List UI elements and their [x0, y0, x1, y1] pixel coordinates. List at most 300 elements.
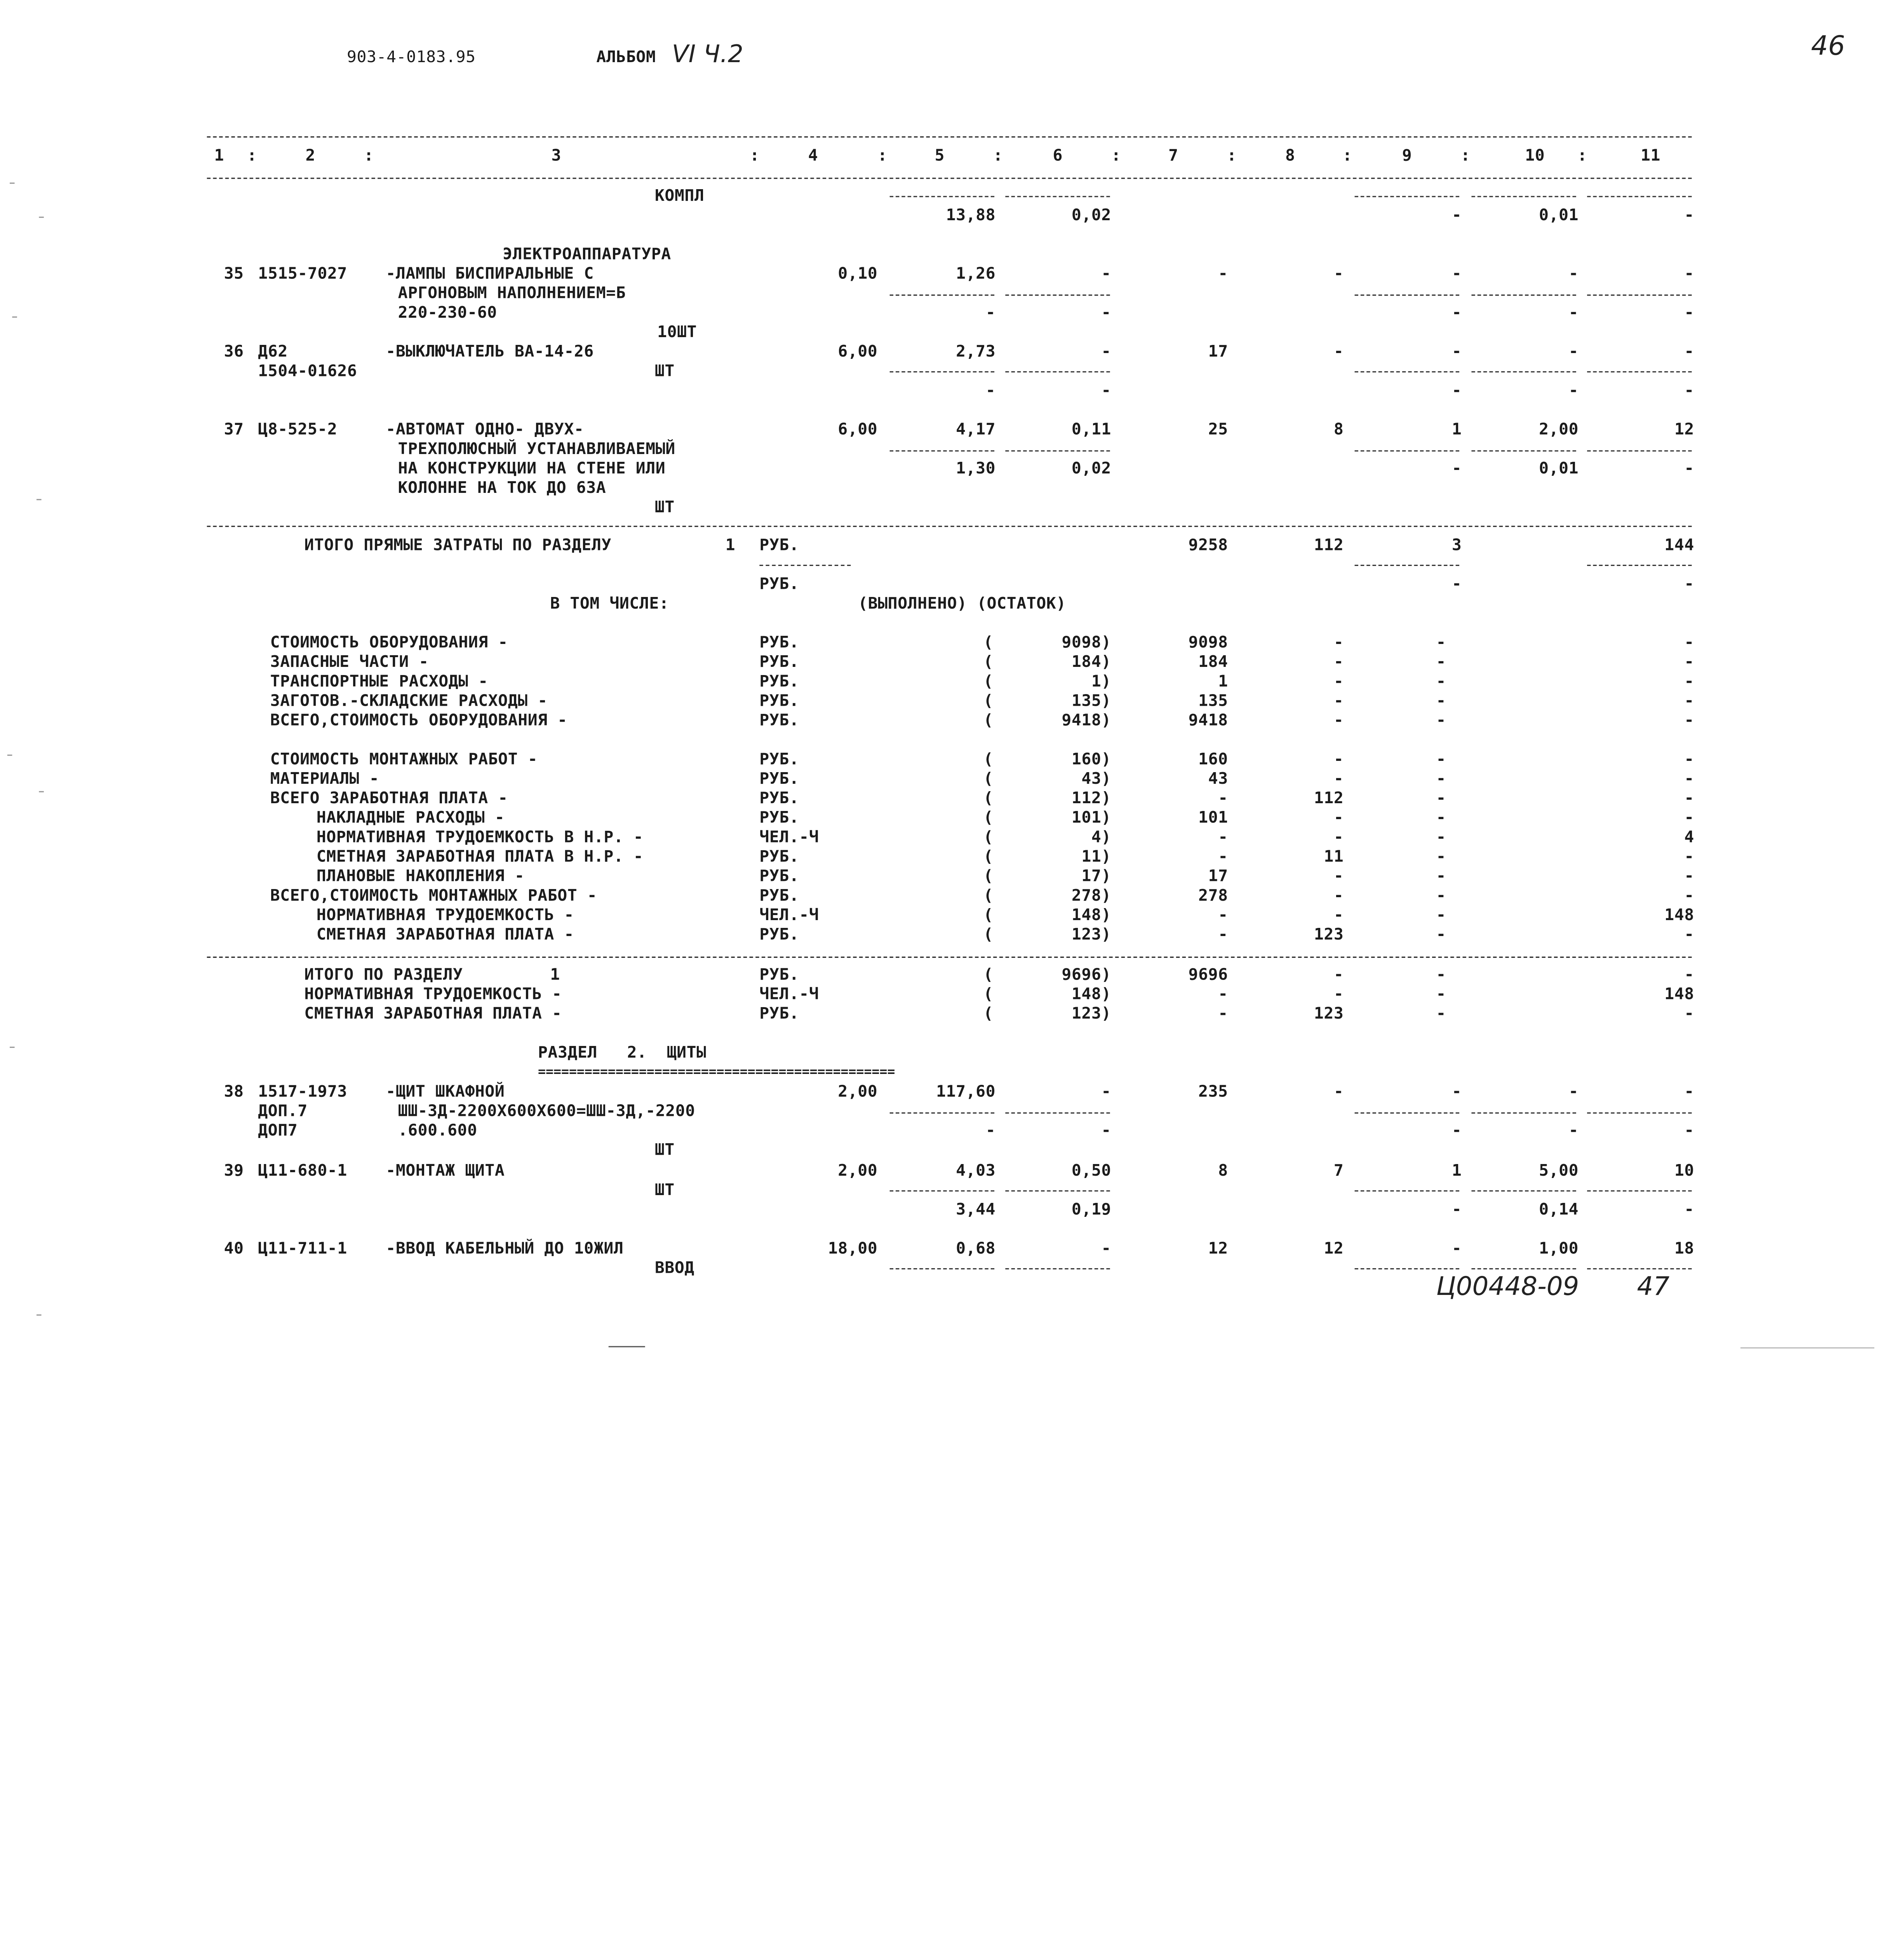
section-total-c11: -	[1684, 966, 1694, 985]
subtotal-dash	[1587, 294, 1692, 296]
subtotal-dash	[1587, 1268, 1692, 1269]
section-total-label: ИТОГО ПО РАЗДЕЛУ	[304, 966, 463, 985]
section-total-c9: -	[1436, 986, 1446, 1004]
vypolneno-ostatok: (ВЫПОЛНЕНО) (ОСТАТОК)	[858, 595, 1066, 614]
subtotal-dash	[890, 371, 994, 372]
cell-c11: -	[1684, 1201, 1694, 1220]
cell-c6: -	[1101, 1083, 1111, 1102]
breakdown-c9: -	[1436, 692, 1446, 711]
paren-open: (	[983, 986, 994, 1004]
breakdown-done: 1)	[1091, 673, 1111, 691]
breakdown-unit: РУБ.	[759, 634, 799, 653]
section-total-done: 148)	[1071, 986, 1111, 1004]
breakdown-label: НОРМАТИВНАЯ ТРУДОЕМКОСТЬ -	[316, 907, 574, 925]
subtotal-dash	[1005, 1190, 1110, 1192]
subtotal-dash	[1355, 294, 1459, 296]
row-unit: ШТ	[654, 1142, 675, 1160]
album-handwritten: VI Ч.2	[672, 39, 743, 68]
cell-c7: 12	[1208, 1240, 1228, 1259]
cell-c8: 12	[1324, 1240, 1344, 1259]
subtotal-dash	[1587, 565, 1692, 566]
breakdown-c7: 135	[1198, 692, 1228, 711]
column-separator: :	[993, 147, 1003, 166]
cell-c10: -	[1568, 265, 1579, 284]
breakdown-c7: 1	[1218, 673, 1228, 691]
cell-c4: 6,00	[838, 343, 878, 362]
paren-open: (	[983, 751, 994, 769]
scan-speck	[39, 791, 44, 793]
breakdown-unit: ЧЕЛ.-Ч	[759, 907, 819, 925]
cell-c6: 0,02	[1071, 460, 1111, 479]
column-header-2: 2	[305, 147, 316, 166]
column-separator: :	[877, 147, 888, 166]
subtotal-dash	[1471, 196, 1576, 197]
breakdown-c11: -	[1684, 712, 1694, 731]
cell-c9: -	[1451, 460, 1462, 479]
subtotal-dash	[1471, 1268, 1576, 1269]
breakdown-unit: РУБ.	[759, 653, 799, 672]
subtotal-dash	[890, 1190, 994, 1192]
breakdown-label: СТОИМОСТЬ МОНТАЖНЫХ РАБОТ -	[270, 751, 538, 769]
breakdown-c11: -	[1684, 790, 1694, 808]
subtotal-dash	[1355, 1268, 1459, 1269]
breakdown-c8: -	[1333, 751, 1344, 769]
itogo-unit: РУБ.	[759, 536, 799, 555]
breakdown-c7: 101	[1198, 809, 1228, 828]
cell-c11: 18	[1674, 1240, 1694, 1259]
itogo-c11: 144	[1664, 536, 1694, 555]
paren-open: (	[983, 887, 994, 906]
breakdown-done: 160)	[1071, 751, 1111, 769]
breakdown-label: СМЕТНАЯ ЗАРАБОТНАЯ ПЛАТА -	[316, 926, 574, 945]
subtotal-dash	[1355, 196, 1459, 197]
cell-c9: -	[1451, 1201, 1462, 1220]
scan-speck	[7, 755, 12, 756]
row-code: Д62	[258, 343, 288, 362]
column-header-4: 4	[808, 147, 818, 166]
cell-c9: -	[1451, 304, 1462, 323]
breakdown-c7: -	[1218, 926, 1228, 945]
paren-open: (	[983, 926, 994, 945]
subtotal-dash	[1587, 371, 1692, 372]
subtotal-dash	[1471, 294, 1576, 296]
column-header-6: 6	[1053, 147, 1063, 166]
itogo-unit-2: РУБ.	[759, 576, 799, 594]
breakdown-c9: -	[1436, 809, 1446, 828]
paren-open: (	[983, 653, 994, 672]
breakdown-c8: 123	[1314, 926, 1344, 945]
subtotal-dash	[1355, 450, 1459, 451]
header-rule-bottom	[207, 177, 1692, 179]
breakdown-label: ЗАГОТОВ.-СКЛАДСКИЕ РАСХОДЫ -	[270, 692, 548, 711]
column-separator: :	[1111, 147, 1121, 166]
breakdown-c9: -	[1436, 926, 1446, 945]
row-description: -ЩИТ ШКАФНОЙ	[386, 1083, 505, 1102]
breakdown-c11: -	[1684, 926, 1694, 945]
row-description: НА КОНСТРУКЦИИ НА СТЕНЕ ИЛИ	[398, 460, 666, 479]
row-unit: КОМПЛ	[654, 187, 705, 206]
breakdown-c11: -	[1684, 634, 1694, 653]
cell-c11: -	[1684, 1083, 1694, 1102]
section-total-c7: -	[1218, 1005, 1228, 1024]
breakdown-c8: -	[1333, 692, 1344, 711]
breakdown-unit: РУБ.	[759, 848, 799, 867]
subtotal-dash	[1005, 196, 1110, 197]
stamp-handwritten: Ц00448-09	[1436, 1272, 1579, 1301]
row-number: 39	[224, 1162, 244, 1181]
cell-c9: -	[1451, 207, 1462, 225]
section-total-unit: РУБ.	[759, 1005, 799, 1024]
cell-c5: 0,68	[956, 1240, 996, 1259]
cell-c8: 7	[1333, 1162, 1344, 1181]
cell-c4: 2,00	[838, 1083, 878, 1102]
cell-c8: 8	[1333, 421, 1344, 440]
paren-open: (	[983, 770, 994, 789]
row-code: Ц11-680-1	[258, 1162, 347, 1181]
cell-c9: 1	[1451, 421, 1462, 440]
section-total-c9: -	[1436, 1005, 1446, 1024]
breakdown-c7: 184	[1198, 653, 1228, 672]
column-separator: :	[247, 147, 257, 166]
cell-c7: 235	[1198, 1083, 1228, 1102]
column-separator: :	[750, 147, 760, 166]
paren-open: (	[983, 966, 994, 985]
row-description: АРГОНОВЫМ НАПОЛНЕНИЕМ=Б	[398, 285, 626, 303]
doc-number: 903-4-0183.95	[347, 49, 476, 67]
cell-c6: 0,19	[1071, 1201, 1111, 1220]
cell-c9: -	[1451, 343, 1462, 362]
cell-c6: -	[1101, 343, 1111, 362]
breakdown-done: 9098)	[1062, 634, 1111, 653]
breakdown-c9: -	[1436, 907, 1446, 925]
subtotal-dash	[1355, 1112, 1459, 1114]
breakdown-done: 148)	[1071, 907, 1111, 925]
row-code: Ц8-525-2	[258, 421, 338, 440]
row-code: 1504-01626	[258, 362, 357, 381]
cell-c4: 6,00	[838, 421, 878, 440]
scan-speck	[609, 1346, 645, 1348]
breakdown-unit: ЧЕЛ.-Ч	[759, 828, 819, 847]
breakdown-c11: 4	[1684, 828, 1694, 847]
breakdown-c7: 9418	[1188, 712, 1228, 731]
column-header-9: 9	[1402, 147, 1412, 166]
breakdown-label: ВСЕГО,СТОИМОСТЬ ОБОРУДОВАНИЯ -	[270, 712, 567, 731]
scan-speck	[39, 217, 44, 218]
subtotal-dash	[1587, 196, 1692, 197]
scan-speck	[10, 1047, 15, 1048]
breakdown-done: 43)	[1081, 770, 1111, 789]
column-header-11: 11	[1640, 147, 1660, 166]
row-description: КОЛОННЕ НА ТОК ДО 63А	[398, 479, 606, 498]
section-2-title: РАЗДЕЛ 2. ЩИТЫ	[538, 1044, 707, 1063]
section-total-label: СМЕТНАЯ ЗАРАБОТНАЯ ПЛАТА -	[304, 1005, 562, 1024]
breakdown-done: 101)	[1071, 809, 1111, 828]
row-number: 38	[224, 1083, 244, 1102]
breakdown-c7: -	[1218, 907, 1228, 925]
cell-c11: -	[1684, 207, 1694, 225]
section-total-c11: -	[1684, 1005, 1694, 1024]
section-title: ЭЛЕКТРОАППАРАТУРА	[503, 245, 671, 264]
cell-c6: 0,11	[1071, 421, 1111, 440]
breakdown-c8: -	[1333, 673, 1344, 691]
cell-c6: 0,02	[1071, 207, 1111, 225]
cell-c9: 1	[1451, 1162, 1462, 1181]
column-header-10: 10	[1525, 147, 1545, 166]
cell-c10: 0,01	[1539, 207, 1579, 225]
section-rule	[207, 957, 1692, 958]
cell-c7: 17	[1208, 343, 1228, 362]
breakdown-c8: -	[1333, 770, 1344, 789]
column-separator: :	[1342, 147, 1352, 166]
page-number-handwritten: 46	[1811, 31, 1845, 62]
cell-c4: 2,00	[838, 1162, 878, 1181]
breakdown-unit: РУБ.	[759, 809, 799, 828]
column-header-8: 8	[1285, 147, 1295, 166]
cell-c10: 2,00	[1539, 421, 1579, 440]
breakdown-unit: РУБ.	[759, 770, 799, 789]
breakdown-c9: -	[1436, 770, 1446, 789]
breakdown-c8: 11	[1324, 848, 1344, 867]
subtotal-dash	[1471, 1190, 1576, 1192]
subtotal-dash	[1471, 371, 1576, 372]
subtotal-dash	[1005, 294, 1110, 296]
breakdown-c9: -	[1436, 790, 1446, 808]
section-total-c11: 148	[1664, 986, 1694, 1004]
cell-c6: -	[1101, 304, 1111, 323]
paren-open: (	[983, 790, 994, 808]
cell-c11: -	[1684, 460, 1694, 479]
row-description: ШШ-3Д-2200Х600Х600=ШШ-3Д,-2200	[398, 1102, 695, 1121]
row-code: ДОП7	[258, 1122, 298, 1141]
itogo-c7: 9258	[1188, 536, 1228, 555]
cell-c5: 2,73	[956, 343, 996, 362]
cell-c6: -	[1101, 1122, 1111, 1141]
breakdown-done: 112)	[1071, 790, 1111, 808]
subtotal-dash	[1005, 371, 1110, 372]
section-total-c9: -	[1436, 966, 1446, 985]
cell-c5: 117,60	[936, 1083, 996, 1102]
breakdown-done: 11)	[1081, 848, 1111, 867]
breakdown-c7: 43	[1208, 770, 1228, 789]
cell-c7: -	[1218, 265, 1228, 284]
subtotal-dash	[890, 450, 994, 451]
subtotal-dash	[890, 1268, 994, 1269]
row-code: ДОП.7	[258, 1102, 308, 1121]
column-separator: :	[1577, 147, 1587, 166]
breakdown-c8: -	[1333, 653, 1344, 672]
subtotal-dash	[1587, 450, 1692, 451]
breakdown-c8: -	[1333, 828, 1344, 847]
row-unit: ШТ	[654, 362, 675, 381]
breakdown-c11: -	[1684, 692, 1694, 711]
subtotal-dash	[1471, 1112, 1576, 1114]
breakdown-label: ВСЕГО ЗАРАБОТНАЯ ПЛАТА -	[270, 790, 508, 808]
row-description: -МОНТАЖ ЩИТА	[386, 1162, 505, 1181]
row-unit: ВВОД	[654, 1260, 694, 1278]
section-total-c8: 123	[1314, 1005, 1344, 1024]
row-unit: ШТ	[654, 499, 675, 517]
subtotal-dash	[1471, 450, 1576, 451]
breakdown-label: НОРМАТИВНАЯ ТРУДОЕМКОСТЬ В Н.Р. -	[316, 828, 644, 847]
breakdown-label: ВСЕГО,СТОИМОСТЬ МОНТАЖНЫХ РАБОТ -	[270, 887, 597, 906]
paren-open: (	[983, 634, 994, 653]
breakdown-c7: 17	[1208, 868, 1228, 886]
itogo-section: 1	[725, 536, 736, 555]
breakdown-c11: -	[1684, 770, 1694, 789]
subtotal-dash	[1005, 450, 1110, 451]
itogo-c8: 112	[1314, 536, 1344, 555]
breakdown-label: ТРАНСПОРТНЫЕ РАСХОДЫ -	[270, 673, 488, 691]
section-total-unit: ЧЕЛ.-Ч	[759, 986, 819, 1004]
sheet-number-handwritten: 47	[1637, 1272, 1670, 1301]
breakdown-label: ПЛАНОВЫЕ НАКОПЛЕНИЯ -	[316, 868, 525, 886]
row-description: 220-230-60	[398, 304, 497, 323]
cell-c8: -	[1333, 1083, 1344, 1102]
row-code: 1517-1973	[258, 1083, 347, 1102]
paren-open: (	[983, 848, 994, 867]
row-description: -ЛАМПЫ БИСПИРАЛЬНЫЕ С	[386, 265, 594, 284]
breakdown-c11: -	[1684, 751, 1694, 769]
paren-open: (	[983, 1005, 994, 1024]
breakdown-label: МАТЕРИАЛЫ -	[270, 770, 379, 789]
row-description: -ВВОД КАБЕЛЬНЫЙ ДО 10ЖИЛ	[386, 1240, 624, 1259]
cell-c9: -	[1451, 382, 1462, 400]
section-total-done: 9696)	[1062, 966, 1111, 985]
breakdown-unit: РУБ.	[759, 887, 799, 906]
cell-c10: -	[1568, 304, 1579, 323]
section-total-c7: 9696	[1188, 966, 1228, 985]
subtotal-dash	[759, 565, 851, 566]
breakdown-done: 17)	[1081, 868, 1111, 886]
cell-c10: -	[1568, 382, 1579, 400]
breakdown-c9: -	[1436, 828, 1446, 847]
breakdown-c8: -	[1333, 809, 1344, 828]
breakdown-c9: -	[1436, 712, 1446, 731]
cell-c9: -	[1451, 265, 1462, 284]
breakdown-done: 123)	[1071, 926, 1111, 945]
row-code: 1515-7027	[258, 265, 347, 284]
breakdown-unit: РУБ.	[759, 790, 799, 808]
breakdown-c11: 148	[1664, 907, 1694, 925]
column-separator: :	[1227, 147, 1237, 166]
row-description: -ВЫКЛЮЧАТЕЛЬ ВА-14-26	[386, 343, 594, 362]
cell-c6: -	[1101, 265, 1111, 284]
breakdown-c7: -	[1218, 848, 1228, 867]
cell-c4: 18,00	[828, 1240, 878, 1259]
subtotal-dash	[1355, 1190, 1459, 1192]
cell-c10: 0,14	[1539, 1201, 1579, 1220]
breakdown-c9: -	[1436, 634, 1446, 653]
cell-c6: 0,50	[1071, 1162, 1111, 1181]
cell-c8: -	[1333, 343, 1344, 362]
cell-c10: -	[1568, 343, 1579, 362]
breakdown-label: СМЕТНАЯ ЗАРАБОТНАЯ ПЛАТА В Н.Р. -	[316, 848, 644, 867]
itogo2-c9: -	[1451, 576, 1462, 594]
breakdown-c7: 9098	[1188, 634, 1228, 653]
row-description: .600.600	[398, 1122, 477, 1141]
row-number: 40	[224, 1240, 244, 1259]
breakdown-unit: РУБ.	[759, 868, 799, 886]
row-unit: 10ШТ	[657, 324, 697, 342]
breakdown-c7: -	[1218, 828, 1228, 847]
cell-c10: -	[1568, 1083, 1579, 1102]
section-total-c8: -	[1333, 986, 1344, 1004]
itogo2-c11: -	[1684, 576, 1694, 594]
breakdown-label: ЗАПАСНЫЕ ЧАСТИ -	[270, 653, 429, 672]
cell-c11: -	[1684, 382, 1694, 400]
cell-c9: -	[1451, 1122, 1462, 1141]
scan-speck	[1740, 1347, 1874, 1349]
breakdown-c9: -	[1436, 848, 1446, 867]
header-rule-top	[207, 136, 1692, 137]
breakdown-unit: РУБ.	[759, 712, 799, 731]
subtotal-dash	[1355, 565, 1459, 566]
cell-c7: 8	[1218, 1162, 1228, 1181]
album-label: АЛЬБОМ	[596, 49, 656, 67]
cell-c5: 4,03	[956, 1162, 996, 1181]
subtotal-dash	[1587, 1190, 1692, 1192]
column-header-5: 5	[935, 147, 945, 166]
subtotal-dash	[1587, 1112, 1692, 1114]
row-number: 35	[224, 265, 244, 284]
subtotal-dash	[890, 196, 994, 197]
cell-c6: -	[1101, 382, 1111, 400]
breakdown-unit: РУБ.	[759, 926, 799, 945]
cell-c5: 13,88	[946, 207, 996, 225]
breakdown-unit: РУБ.	[759, 751, 799, 769]
column-separator: :	[1460, 147, 1471, 166]
breakdown-c8: -	[1333, 712, 1344, 731]
breakdown-done: 135)	[1071, 692, 1111, 711]
v-tom-chisle: В ТОМ ЧИСЛЕ:	[550, 595, 669, 614]
cell-c8: -	[1333, 265, 1344, 284]
cell-c10: -	[1568, 1122, 1579, 1141]
scan-speck	[37, 1314, 42, 1316]
cell-c10: 1,00	[1539, 1240, 1579, 1259]
paren-open: (	[983, 692, 994, 711]
section-total-label: НОРМАТИВНАЯ ТРУДОЕМКОСТЬ -	[304, 986, 562, 1004]
cell-c5: 1,30	[956, 460, 996, 479]
breakdown-c8: -	[1333, 907, 1344, 925]
subtotal-dash	[1005, 1268, 1110, 1269]
breakdown-c8: -	[1333, 887, 1344, 906]
subtotal-dash	[890, 294, 994, 296]
cell-c5: -	[985, 382, 996, 400]
cell-c4: 0,10	[838, 265, 878, 284]
subtotal-dash	[1005, 1112, 1110, 1114]
row-description: -АВТОМАТ ОДНО- ДВУХ-	[386, 421, 584, 440]
paren-open: (	[983, 809, 994, 828]
cell-c11: 12	[1674, 421, 1694, 440]
breakdown-c11: -	[1684, 653, 1694, 672]
column-header-7: 7	[1168, 147, 1178, 166]
paren-open: (	[983, 828, 994, 847]
cell-c9: -	[1451, 1240, 1462, 1259]
section-total-done: 123)	[1071, 1005, 1111, 1024]
breakdown-c9: -	[1436, 751, 1446, 769]
breakdown-done: 278)	[1071, 887, 1111, 906]
cell-c5: 4,17	[956, 421, 996, 440]
breakdown-label: СТОИМОСТЬ ОБОРУДОВАНИЯ -	[270, 634, 508, 653]
paren-open: (	[983, 868, 994, 886]
section-total-num: 1	[550, 966, 560, 985]
breakdown-unit: РУБ.	[759, 673, 799, 691]
subtotal-dash	[1355, 371, 1459, 372]
cell-c11: -	[1684, 1122, 1694, 1141]
paren-open: (	[983, 907, 994, 925]
scan-speck	[10, 183, 15, 184]
row-number: 37	[224, 421, 244, 440]
